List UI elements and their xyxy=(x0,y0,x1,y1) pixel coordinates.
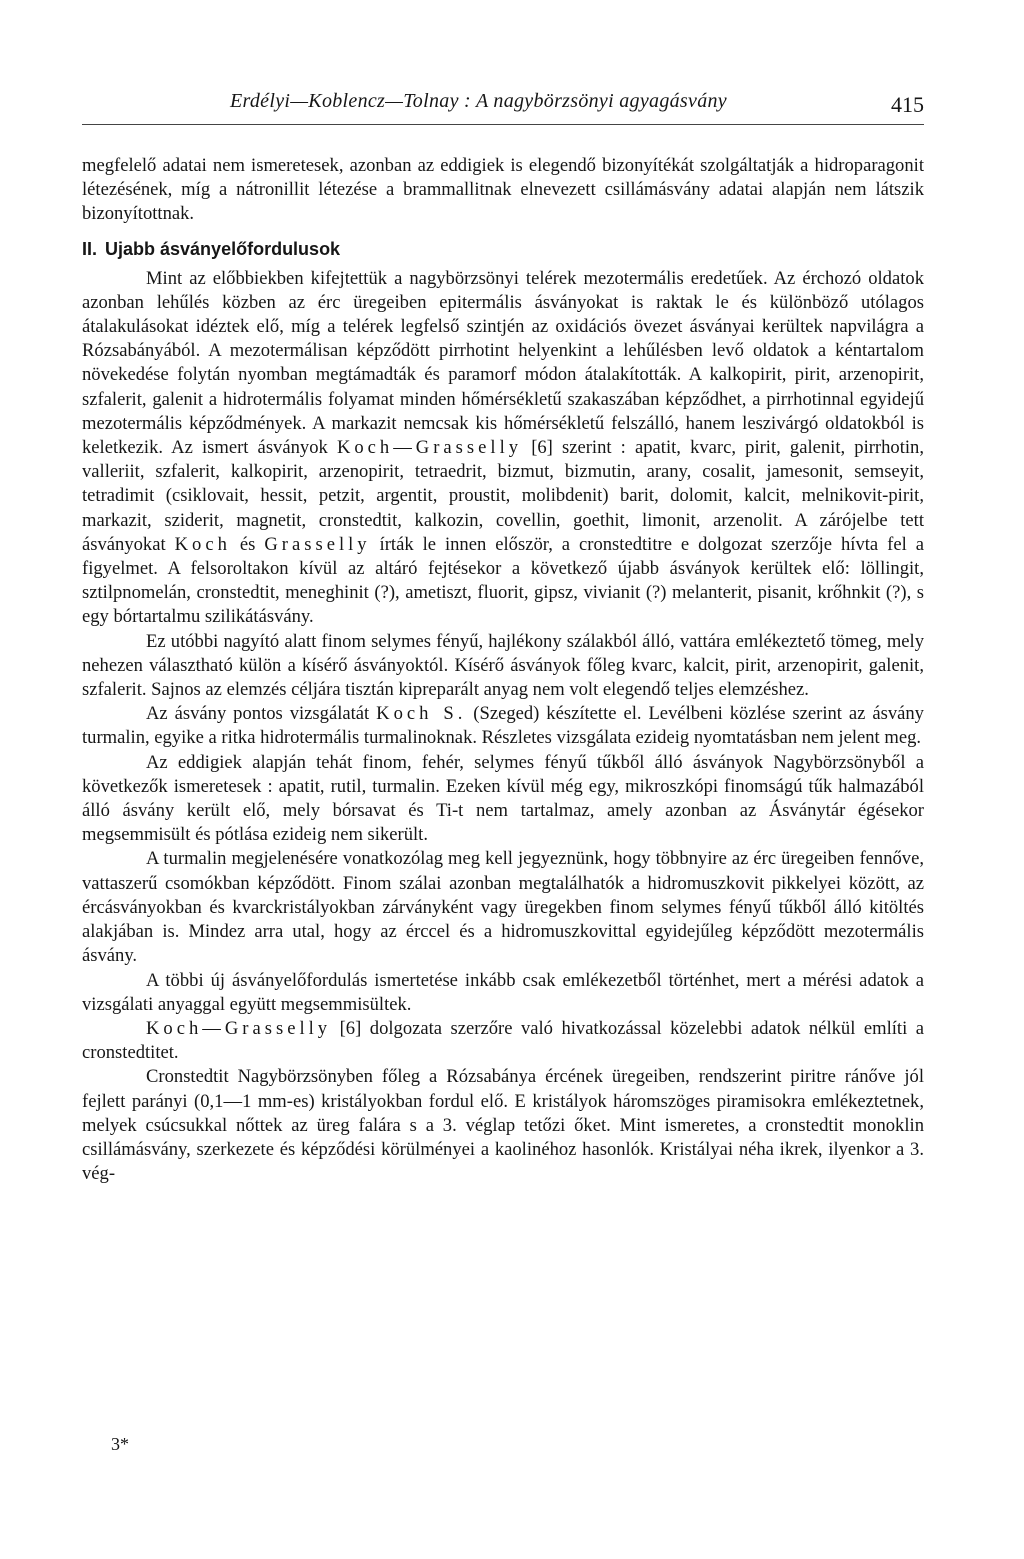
page-number: 415 xyxy=(891,92,924,117)
author-koch-s: Koch S. xyxy=(376,703,467,725)
mineral-list: apatit, kvarc, pirit, galenit, pirrhotin, valleriit, szfalerit, kalkopirit, arzenopirit, tetraedrit, bizmut, bizmutin, arany, cosalit, jamesonit, semseyit, tetradimit (csiklovait, hessit, petzit, argentit, proustit, molibdenit) barit, dolomit, kalcit, melnikovit-pirit, markazit, sziderit, magnetit, cronstedtit, kalkozin, covellin, goethit, limonit, arzenolit. A zárójelbe tett ásványokat xyxy=(82,437,924,555)
section-number: II. xyxy=(82,238,98,259)
paragraph-1: megfelelő adatai nem ismeretesek, azonban az eddigiek is elegendő bizonyítékát szolgáltatják a hidroparagonit létezésének, míg a nátronillit létezése a brammallitnak elnevezett csillámásvány adatai alapján nem látszik bizonyítottnak. xyxy=(82,155,924,225)
paragraph-2 xyxy=(82,267,924,630)
paragraph-2-text: Mint az előbbiekben kifejtettük a nagybörzsönyi telérek mezotermális eredetűek. Az érchozó oldatok azonban lehűlés közben az érc üregeiben epitermális ásványokat is raktak le és különböző utólagos átalakulásokat idéztek elő, míg a telérek legfelső szintjén az oxidációs övezet ásványai kerültek napvilágra a Rózsabányából. A mezotermálisan képződött pirrhotint helyenkint a lehűlésben levő oldatok a kéntartalom növekedése folytán nyomban megtámadták és paramorf módon átalakították. A kalkopirit, pirit, arzenopirit, szfalerit, galenit a hidrotermális folyamat minden hőmérsékletű szakaszában képződhet, a pirrhotinnal egyidejű mezotermális képződmények. A markazit nemcsak kis hőmérsékletű felszálló, hanem leszivárgó oldatokból is keletkezik. Az ismert ásványok xyxy=(82,267,924,459)
running-head: Erdélyi—Koblencz—Tolnay : A nagybörzsönyi agyagásvány xyxy=(230,90,727,112)
paragraph-6: A turmalin megjelenésére vonatkozólag meg kell jegyeznünk, hogy többnyire az érc üregeiben fennőve, vattaszerű csomókban képződött. Finom szálai azonban megtalálhatók a hidromuszkovit pikkelyei között, az ércásványokban és kvarckristályokban zárványként vagy üregekben finom selymes fényű tűkből álló kitöltés alakjában is. Mindez arra utal, hogy az érccel és a hidromuszkovittal egyidejűleg képződött mezotermális ásvány. xyxy=(82,848,924,967)
paragraph-8 xyxy=(82,1017,924,1065)
signature-mark: 3* xyxy=(111,1434,129,1454)
paragraph-7: A többi új ásványelőfordulás ismertetése inkább csak emlékezetből történhet, mert a mérési adatok a vizsgálati anyaggal együtt megsemmisültek. xyxy=(82,969,924,1015)
conjunction-es: és xyxy=(239,533,256,555)
paragraph-8-text: [6] dolgozata szerzőre való hivatkozással közelebbi adatok nélkül említi a cronstedtitet. xyxy=(82,1017,924,1064)
paragraph-3: Ez utóbbi nagyító alatt finom selymes fényű, hajlékony szálakból álló, vattára emlékeztető tömeg, mely nehezen választható külön a kísérő ásványoktól. Kísérő ásványok főleg kvarc, kalcit, pirit, arzenopirit, galenit, szfalerit. Sajnos az elemzés céljára tisztán kipreparált anyag nem volt elegendő teljes elemzéshez. xyxy=(82,630,924,701)
paragraph-5: Az eddigiek alapján tehát finom, fehér, selymes fényű tűkből álló ásványok Nagybörzsönyből a következők ismeretesek : apatit, rutil, turmalin. Ezeken kívül még egy, mikroszkópi finomságú tűk halmazából álló ásvány került elő, mely bórsavat és Ti-t nem tartalmaz, amely azonban az Ásványtár égésekor megsemmisült és pótlása ezideig nem sikerült. xyxy=(82,751,924,846)
paragraph-4 xyxy=(82,702,924,750)
paragraph-9: Cronstedtit Nagybörzsönyben főleg a Rózsabánya ércének üregeiben, rendszerint piritre ránőve jól fejlett parányi (0,1—1 mm-es) kristályokban fordul elő. E kristályok háromszöges piramisokra emlékeztetnek, melyek csúcsukkal nőttek az üreg falára s a 3. véglap tetőzi őket. Mint ismeretes, a cronstedtit monoklin csillámásvány, szerkezete és képződési körülményei a kaolinéhoz hasonlók. Kristályai néha ikrek, ilyenkor a 3. vég- xyxy=(82,1066,924,1185)
body-text xyxy=(82,154,924,1186)
author-grasselly: Grasselly xyxy=(264,533,371,555)
paragraph-4-end: (Szeged) készítette el. Levélbeni közlése szerint az ásvány turmalin, egyike a ritka hidrotermális turmalinoknak. Részletes vizsgálata ezideig nyomtatásban nem jelent meg. xyxy=(82,703,924,749)
paragraph-4-start: Az ásvány pontos vizsgálatát xyxy=(146,703,370,725)
author-koch: Koch xyxy=(174,533,231,555)
author-koch-grasselly-2: Koch—Grasselly xyxy=(146,1017,332,1039)
author-koch-grasselly: Koch—Grasselly xyxy=(336,437,523,459)
paragraph-2-end: írták le innen először, a cronstedtitre e dolgozat szerzője hívta fel a figyelmet. A felsoroltakon kívül az altáró fejtésekor a következő újabb ásványok kerültek elő: löllingit, sztilpnomelán, cronstedtit, meneghinit (?), ametiszt, fluorit, gipsz, vivianit (?) melanterit, pisanit, krőhnkit (?), s egy bórtartalmu szilikátásvány. xyxy=(82,533,924,628)
section-title: Ujabb ásványelőfordulusok xyxy=(105,238,341,259)
reference-6: [6] szerint : xyxy=(531,437,626,459)
section-heading xyxy=(82,237,924,261)
page-header xyxy=(82,90,924,125)
